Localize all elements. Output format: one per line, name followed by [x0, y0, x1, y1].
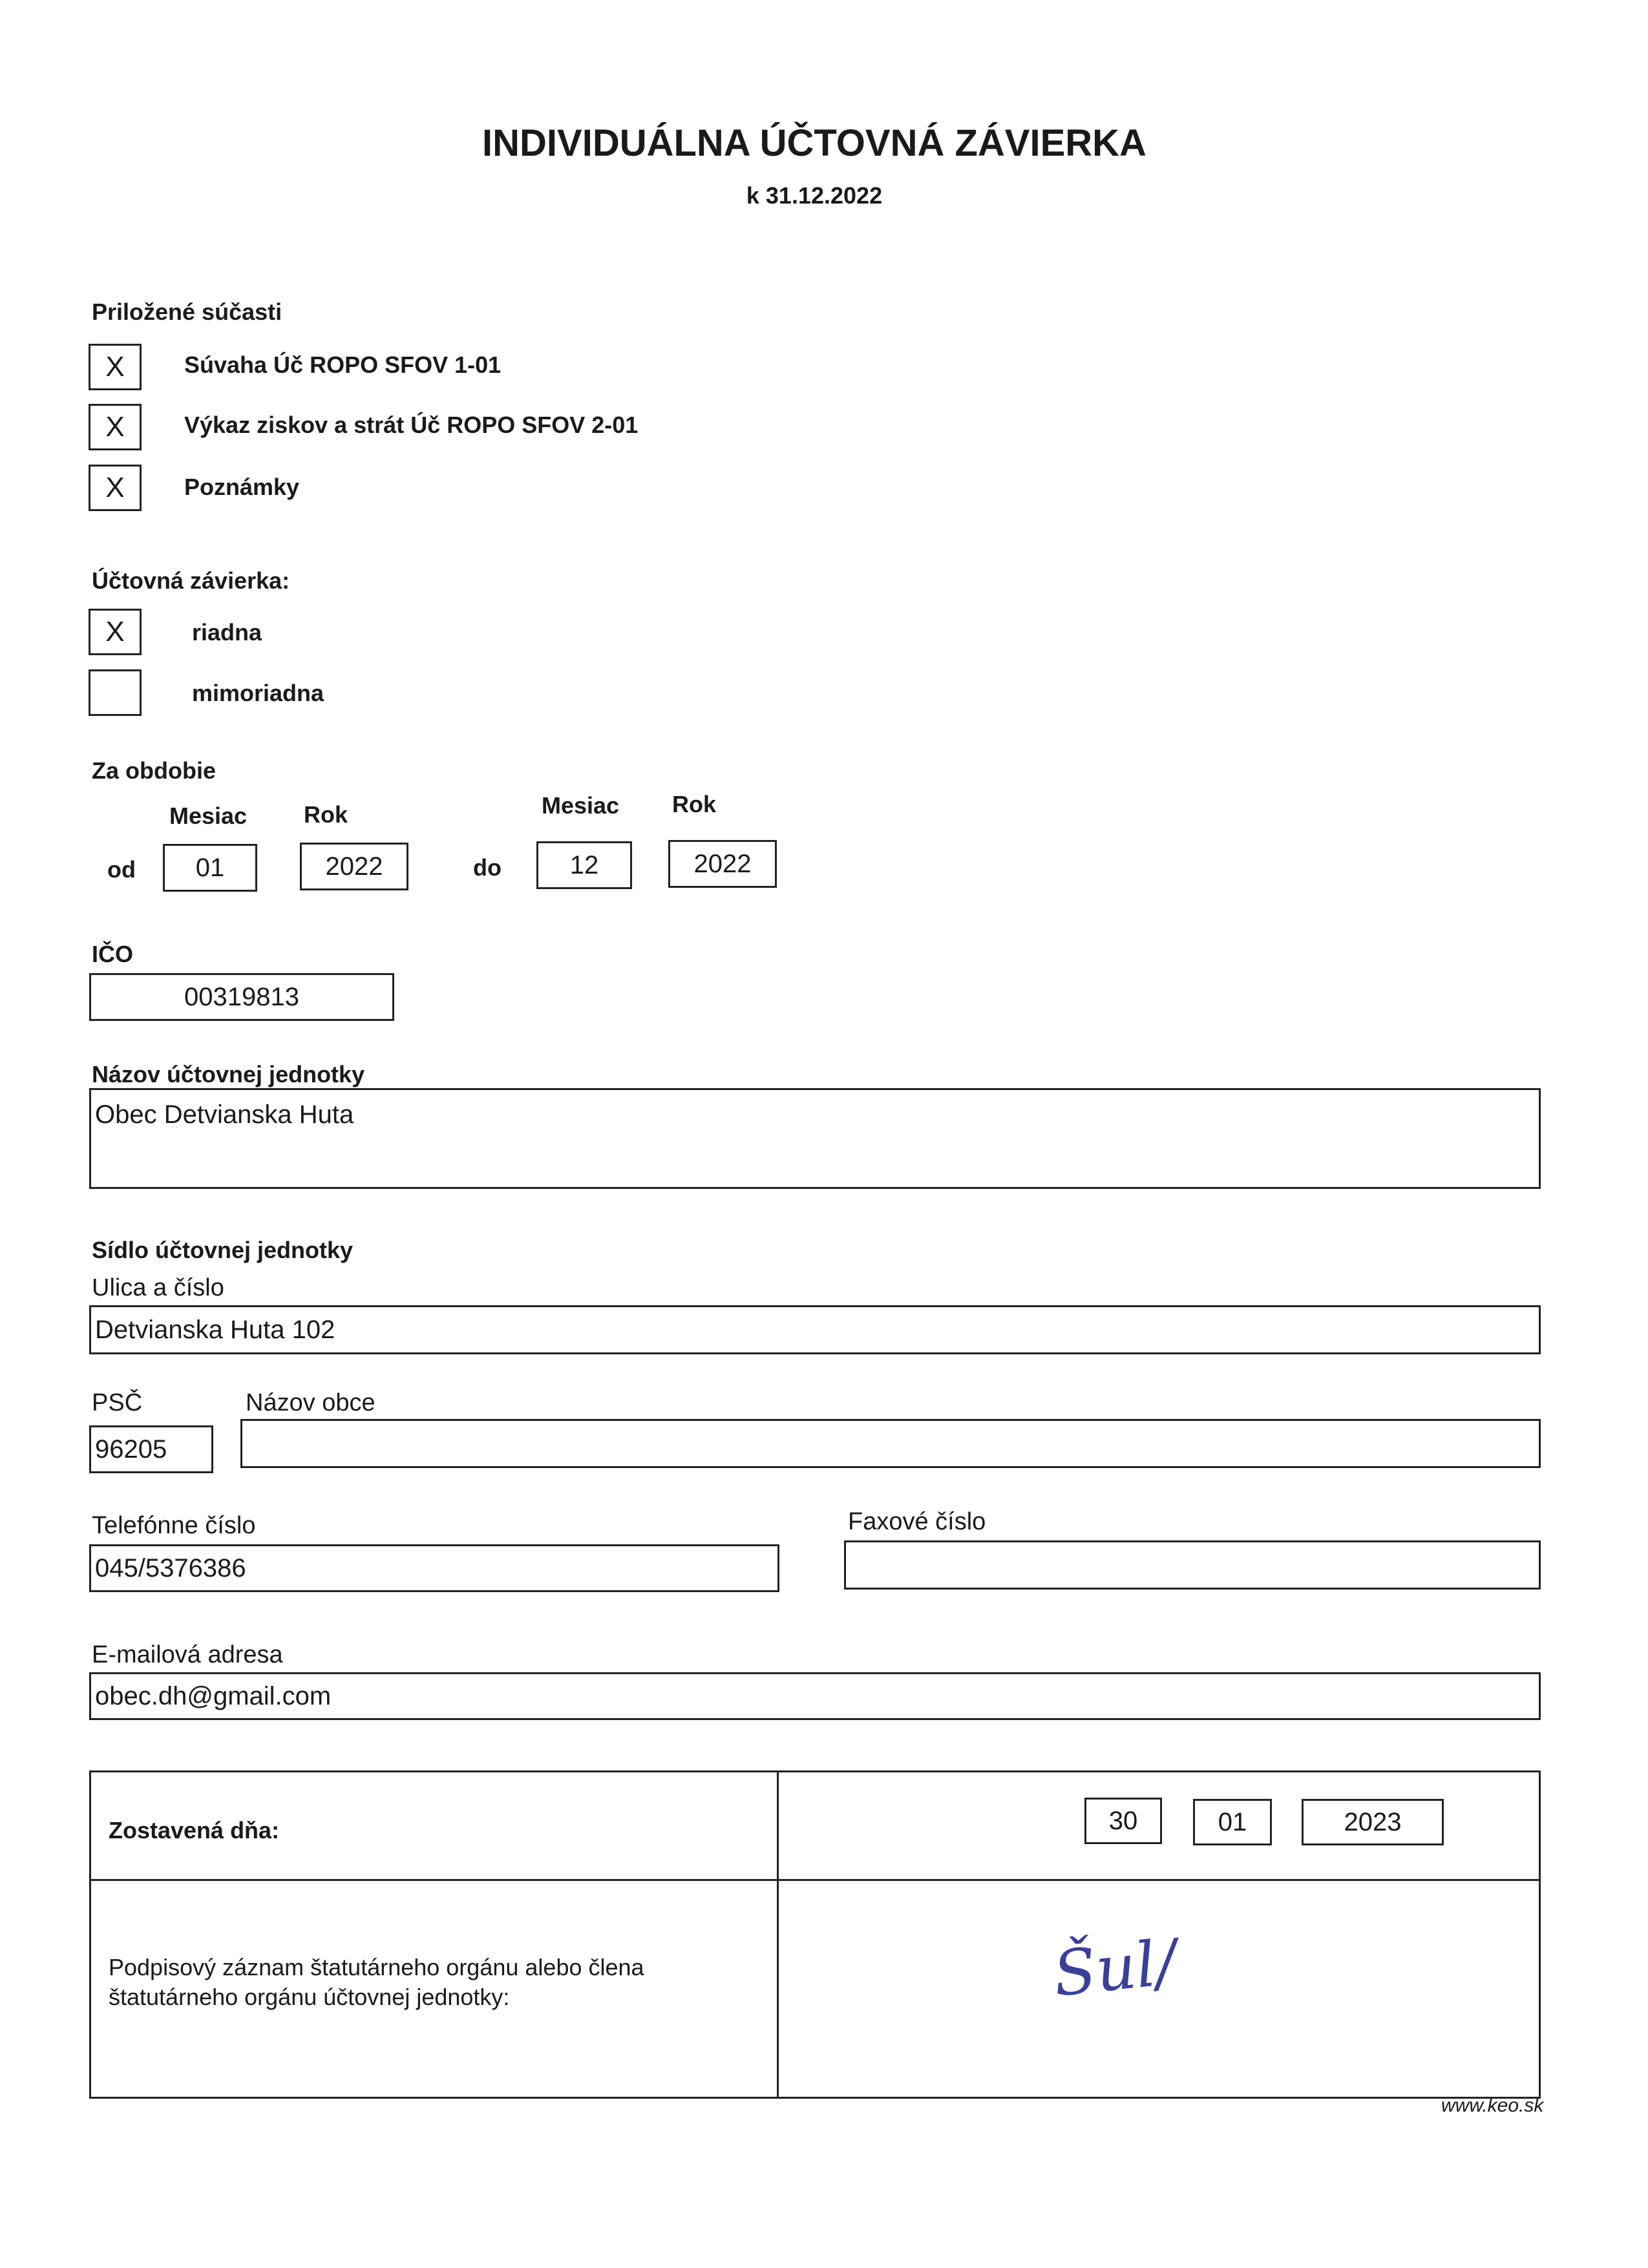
compiled-month-field[interactable]: 01	[1193, 1799, 1272, 1845]
period-heading: Za obdobie	[92, 757, 216, 784]
handwritten-signature: Šul/	[1050, 1926, 1180, 2011]
from-year-field[interactable]: 2022	[300, 843, 408, 890]
phone-field[interactable]: 045/5376386	[89, 1544, 779, 1592]
document-title: INDIVIDUÁLNA ÚČTOVNÁ ZÁVIERKA	[482, 122, 1146, 164]
table-divider-horizontal	[89, 1879, 1541, 1881]
compiled-year-field[interactable]: 2023	[1302, 1799, 1444, 1845]
to-year-field[interactable]: 2022	[668, 840, 777, 888]
to-label: do	[473, 854, 502, 881]
zip-field[interactable]: 96205	[89, 1425, 213, 1473]
checkbox-balance-sheet[interactable]: X	[89, 344, 142, 390]
document-date: k 31.12.2022	[746, 182, 883, 209]
fax-field[interactable]	[844, 1540, 1541, 1590]
city-field[interactable]	[240, 1419, 1541, 1468]
label-income-statement: Výkaz ziskov a strát Úč ROPO SFOV 2-01	[184, 412, 639, 438]
street-field[interactable]: Detvianska Huta 102	[89, 1305, 1541, 1354]
label-notes: Poznámky	[184, 474, 300, 500]
to-month-label: Mesiac	[542, 792, 620, 819]
entity-name-label: Názov účtovnej jednotky	[92, 1061, 365, 1087]
from-month-field[interactable]: 01	[163, 844, 257, 892]
table-divider-vertical	[777, 1770, 779, 2099]
checkbox-extraordinary[interactable]	[89, 669, 142, 716]
checkbox-income-statement[interactable]: X	[89, 404, 142, 450]
email-label: E-mailová adresa	[92, 1641, 283, 1668]
email-field[interactable]: obec.dh@gmail.com	[89, 1672, 1541, 1720]
label-regular: riadna	[192, 619, 262, 646]
statement-type-heading: Účtovná závierka:	[92, 567, 290, 594]
signature-label-line2: štatutárneho orgánu účtovnej jednotky:	[109, 1984, 510, 2010]
checkbox-regular[interactable]: X	[89, 609, 142, 655]
from-year-label: Rok	[304, 801, 348, 828]
phone-label: Telefónne číslo	[92, 1512, 256, 1539]
label-extraordinary: mimoriadna	[192, 680, 324, 706]
components-heading: Priložené súčasti	[92, 299, 282, 325]
compiled-day-field[interactable]: 30	[1084, 1798, 1162, 1844]
to-year-label: Rok	[672, 791, 717, 817]
to-month-field[interactable]: 12	[536, 841, 632, 889]
ico-label: IČO	[92, 941, 134, 967]
from-month-label: Mesiac	[169, 803, 248, 829]
entity-name-field[interactable]	[89, 1088, 1541, 1189]
signature-label	[109, 1953, 644, 2012]
compiled-label: Zostavená dňa:	[109, 1817, 280, 1843]
entity-name-value: Obec Detvianska Huta	[95, 1100, 354, 1129]
seat-heading: Sídlo účtovnej jednotky	[92, 1237, 354, 1263]
signature-label-line1: Podpisový záznam štatutárneho orgánu alebo člena	[109, 1954, 644, 1980]
label-balance-sheet: Súvaha Úč ROPO SFOV 1-01	[184, 352, 502, 378]
city-label: Názov obce	[246, 1389, 375, 1416]
checkbox-notes[interactable]: X	[89, 465, 142, 511]
zip-label: PSČ	[92, 1389, 143, 1416]
fax-label: Faxové číslo	[848, 1508, 986, 1535]
footer-url: www.keo.sk	[1441, 2095, 1544, 2116]
street-label: Ulica a číslo	[92, 1274, 224, 1301]
from-label: od	[107, 856, 136, 883]
ico-field[interactable]: 00319813	[89, 973, 394, 1021]
